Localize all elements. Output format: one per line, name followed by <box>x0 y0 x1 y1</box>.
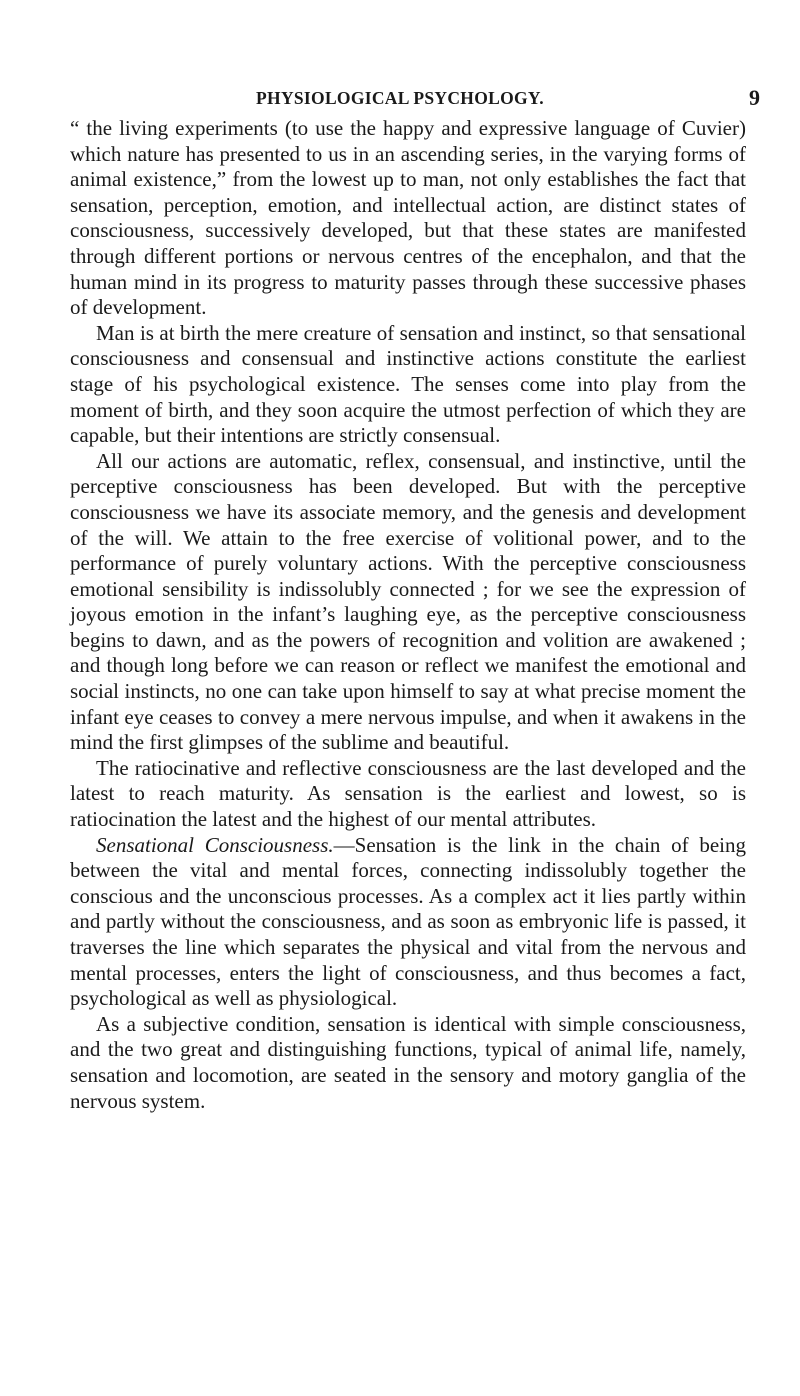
paragraph: As a subjective condition, sensation is identical with simple consciousness, and the two great and distinguishing functions, typical of animal life, namely, sensation and locomotion, are seated in the sensory and motory ganglia of the nervous system. <box>70 1011 746 1113</box>
paragraph <box>70 833 746 1012</box>
section-heading: Sensational Consciousness. <box>96 832 334 857</box>
running-head: PHYSIOLOGICAL PSYCHOLOGY. <box>256 88 544 108</box>
paragraph: The ratiocinative and reflective consciousness are the last developed and the latest to reach maturity. As sensation is the earliest and lowest, so is ratiocination the latest and the highest of our mental attributes. <box>70 755 746 832</box>
body-text <box>70 116 746 1114</box>
paragraph: Man is at birth the mere creature of sensation and instinct, so that sensational consciousness and consensual and instinctive actions constitute the earliest stage of his psychological existence. The senses come into play from the moment of birth, and they soon acquire the utmost perfection of which they are capable, but their intentions are strictly consensual. <box>70 320 746 448</box>
paragraph: “ the living experiments (to use the happy and expressive language of Cuvier) which nature has presented to us in an ascending series, in the varying forms of animal existence,” from the lowest up to man, not only establishes the fact that sensation, perception, emotion, and intellectual action, are distinct states of consciousness, successively developed, but that these states are manifested through different portions or nervous centres of the encephalon, and that the human mind in its progress to maturity passes through these successive phases of development. <box>70 116 746 320</box>
page-header <box>40 85 760 110</box>
paragraph-text: —Sensation is the link in the chain of being between the vital and mental forces, connecting indissolubly together the conscious and the unconscious processes. As a complex act it lies partly within and partly without the consciousness, and as soon as embryonic life is passed, it traverses the line which separates the physical and vital from the nervous and mental processes, enters the light of consciousness, and thus becomes a fact, psychological as well as physiological. <box>70 832 746 1011</box>
page-number: 9 <box>749 85 760 110</box>
paragraph: All our actions are automatic, reflex, consensual, and instinctive, until the perceptive consciousness has been developed. But with the perceptive consciousness we have its associate memory, and the genesis and development of the will. We attain to the free exercise of volitional power, and to the performance of purely voluntary actions. With the perceptive consciousness emotional sensibility is indissolubly connected ; for we see the expression of joyous emotion in the infant’s laughing eye, as the perceptive consciousness begins to dawn, and as the powers of recognition and volition are awakened ; and though long before we can reason or reflect we manifest the emotional and social instincts, no one can take upon himself to say at what precise moment the infant eye ceases to convey a mere nervous impulse, and when it awakens in the mind the first glimpses of the sublime and beautiful. <box>70 448 746 755</box>
